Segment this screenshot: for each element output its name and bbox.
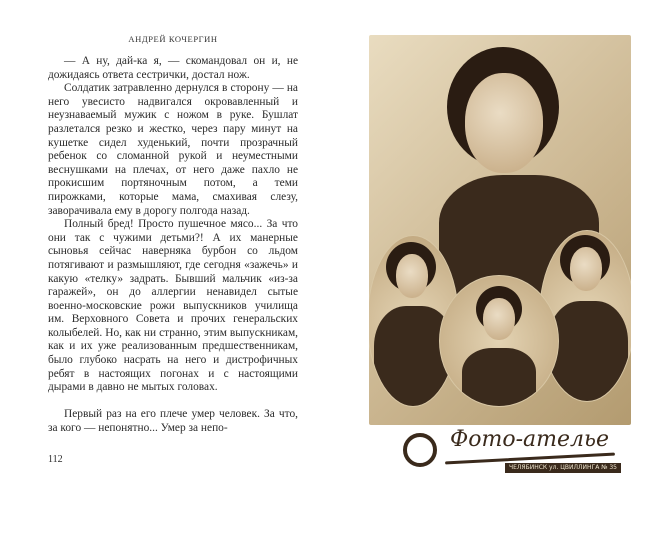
vintage-portrait-photo xyxy=(369,35,631,425)
portrait-body xyxy=(462,348,536,407)
paragraph: Первый раз на его плече умер человек. За что, за кого — непонятно... Умер за непо- xyxy=(48,408,298,435)
main-portrait-face xyxy=(465,73,543,173)
portrait-face xyxy=(570,247,602,291)
paragraph: — А ну, дай-ка я, — скомандовал он и, не дожидаясь ответа сестрички, достал нож. xyxy=(48,55,298,81)
studio-address: ЧЕЛЯБИНСК ул. ЦВИЛЛИНГА № 35 xyxy=(505,463,621,473)
page-number: 112 xyxy=(48,453,63,465)
studio-label: Фото-ателье xyxy=(450,427,610,452)
left-page-column xyxy=(48,55,298,466)
paragraph: Солдатик затравленно дернулся в сторону — на него увесисто надвигался окровавленный и неузнаваемый мужик с ножом в руке. Бушлат разлетался резко и жестко, через пару минут на кушетке сидел худенький, почти прозрачный ребенок со сломанной рукой и неуместными веснушками на плечах, от него даже пахло не прокисшим портяночным потом, а теми пирожками, которые мама, смахивая слезу, заворачивала ему в дорогу полгода назад. xyxy=(48,82,298,217)
portrait-face xyxy=(483,298,515,340)
studio-seal-icon xyxy=(403,433,437,467)
photo-studio-mark xyxy=(395,427,635,483)
body-text xyxy=(48,55,298,436)
portrait-face xyxy=(396,254,428,298)
paragraph: Полный бред! Просто пушечное мясо... За что они так с чужими детьми?! А их манерные сыновья сейчас наверняка бурбон со льдом потягивают и размышляют, где сегодня «зажечь» и какую «телку» задрать. Бывший мальчик «из-за гаражей», он до аллергии ненавидел сытые военно-московские рожи выпускников училища им. Верховного Совета и прочих генеральских колыбелей. Но, как ни странно, этим выпускникам, как и их уже реализованным предшественникам, было глубоко насрать на него и дистрофичных ребят в настоящих погонах и с настоящими дырами в давно не мытых головах. xyxy=(48,218,298,394)
running-header-author: АНДРЕЙ КОЧЕРГИН xyxy=(128,34,218,44)
portrait-body xyxy=(548,301,628,401)
small-portrait-center xyxy=(439,275,559,407)
